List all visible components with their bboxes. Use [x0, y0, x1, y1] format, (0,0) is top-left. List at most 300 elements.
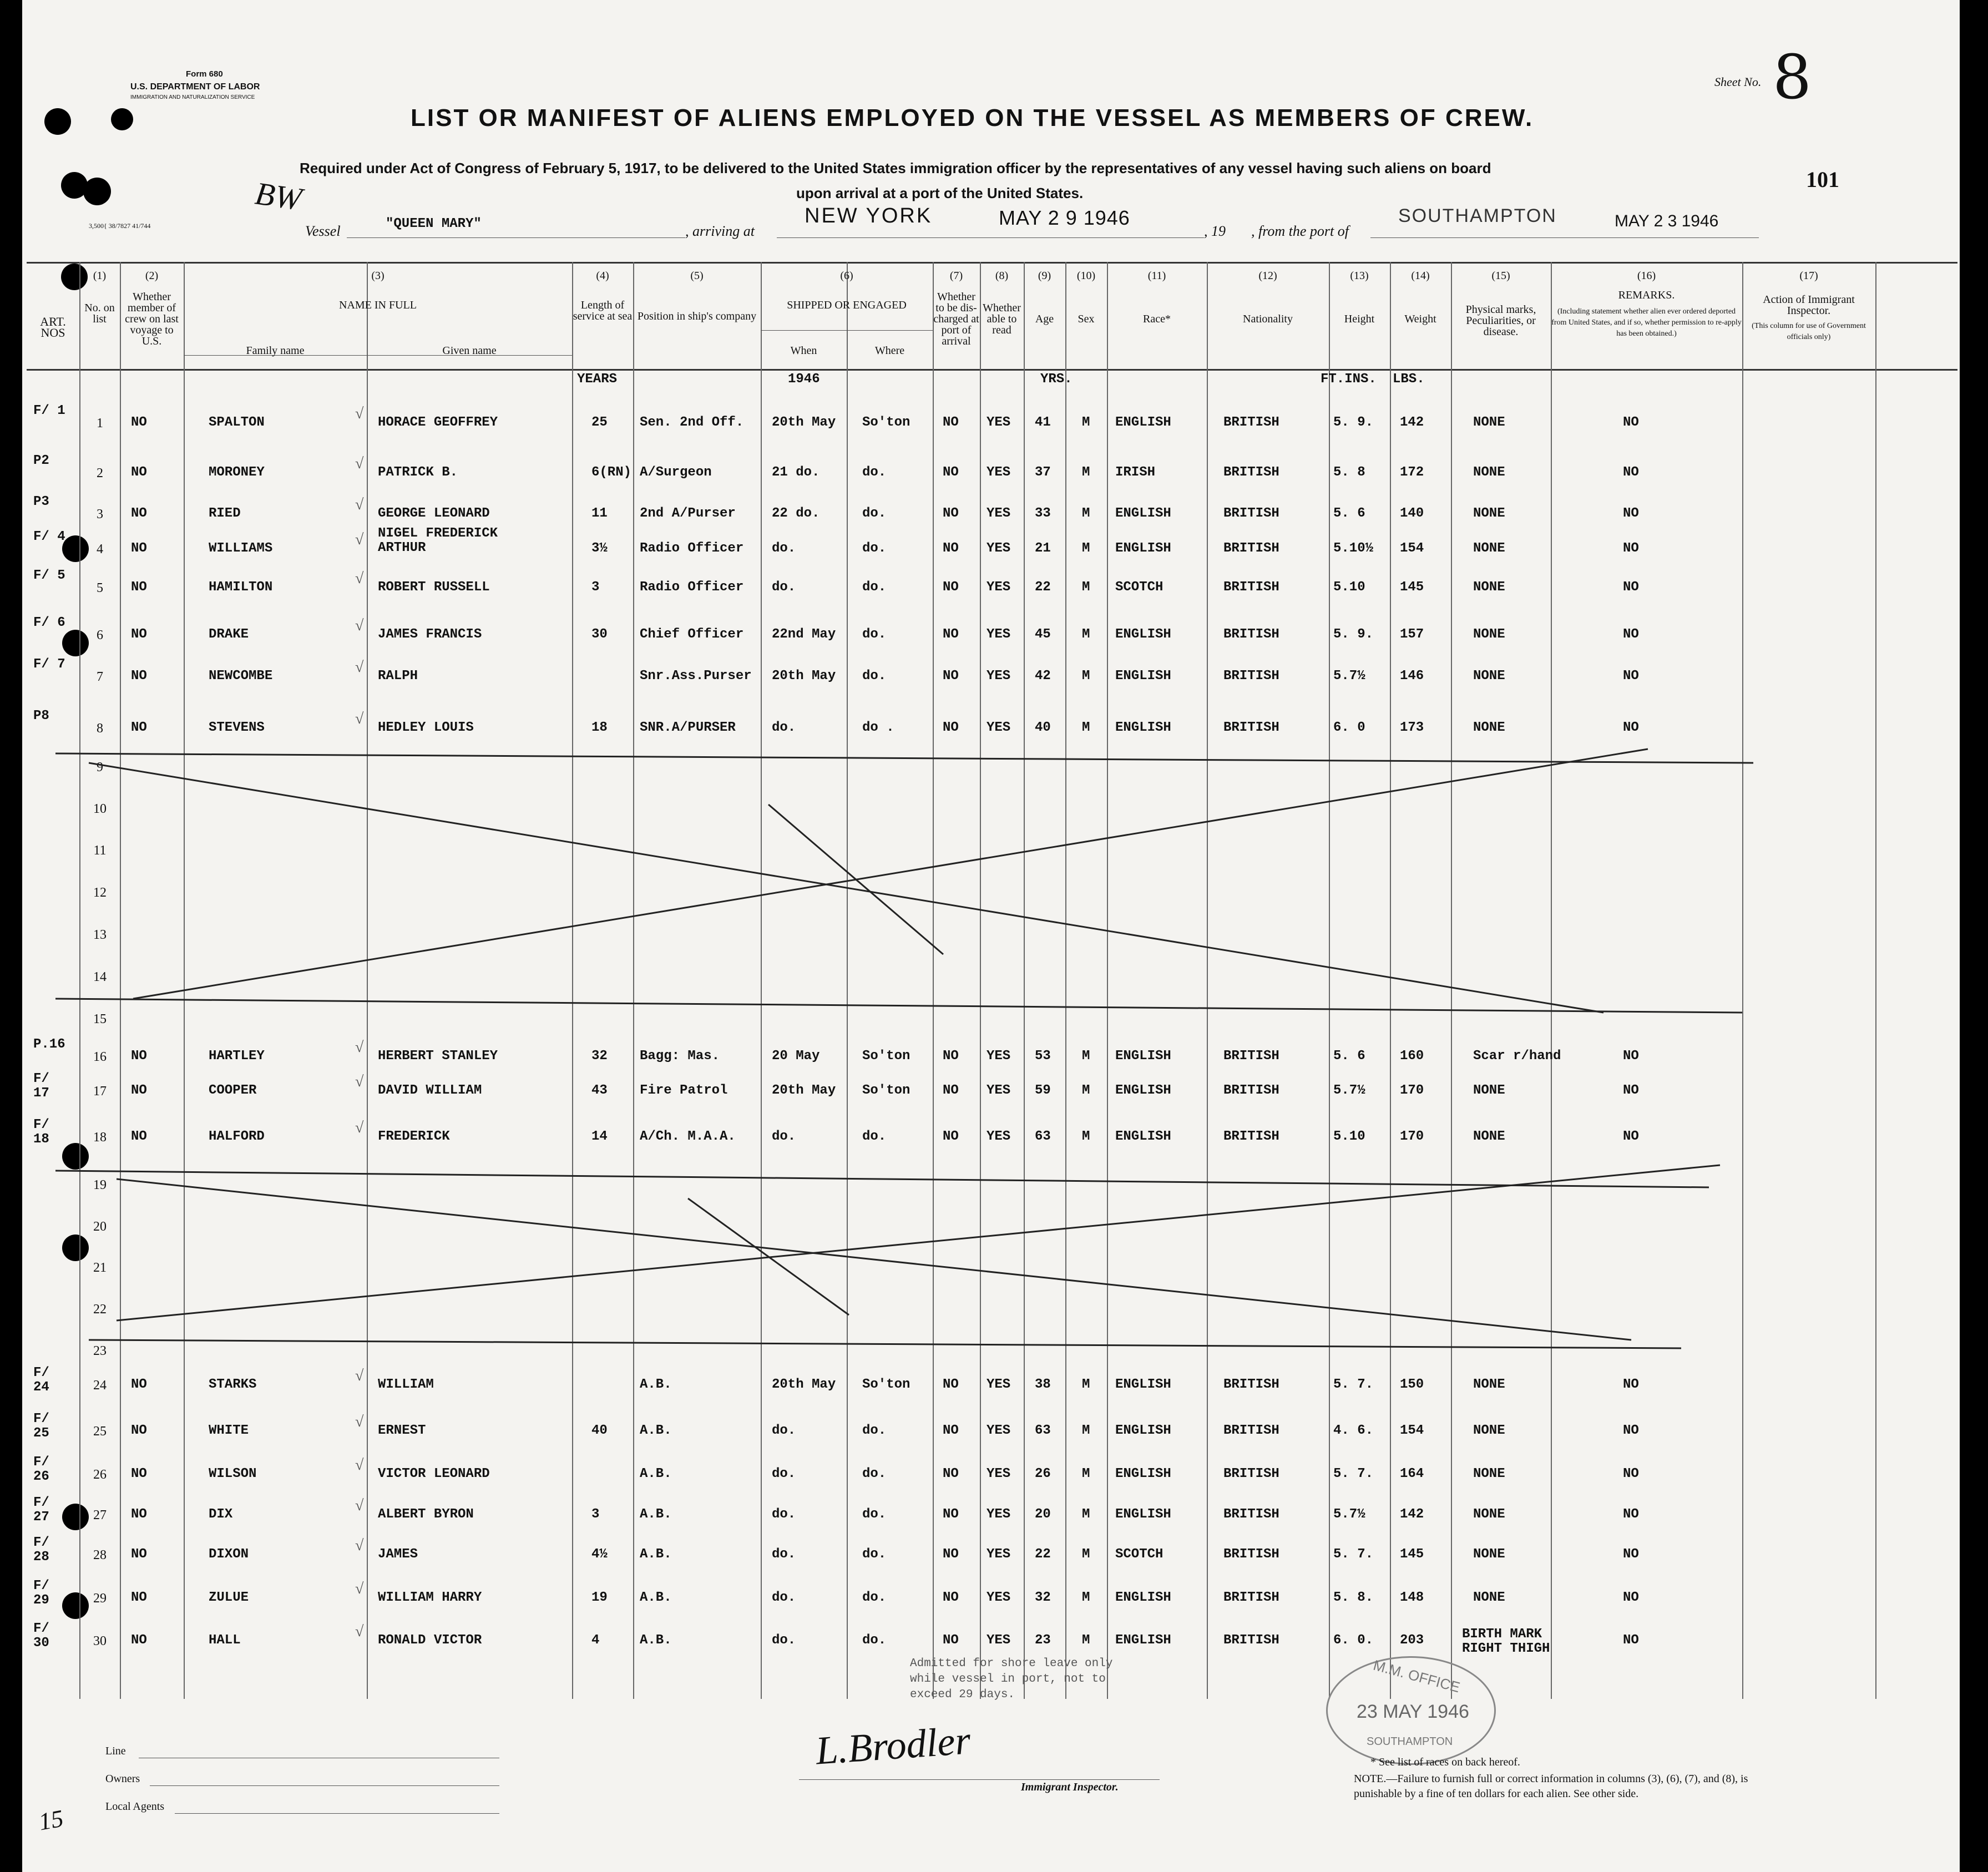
sheet-number: 8 — [1773, 42, 1812, 113]
cell-when: do. — [772, 1590, 796, 1605]
cell-nationality: BRITISH — [1223, 1423, 1279, 1438]
cell-read: YES — [987, 1049, 1011, 1064]
cell-given: JAMES — [378, 1547, 418, 1562]
cell-age: 42 — [1035, 669, 1051, 684]
cell-remarks: NO — [1623, 1507, 1639, 1522]
cell-sex: M — [1082, 415, 1090, 430]
cell-remarks: NO — [1623, 627, 1639, 642]
cell-given: FREDERICK — [378, 1129, 450, 1144]
header-c12: Nationality — [1243, 313, 1293, 325]
cell-age: 63 — [1035, 1129, 1051, 1144]
cell-weight: 203 — [1400, 1633, 1424, 1648]
cell-where: do. — [862, 580, 887, 595]
cell-when: 20th May — [772, 415, 836, 430]
cell-height: 5. 6 — [1333, 506, 1365, 521]
header-c9: Age — [1035, 313, 1054, 325]
row-number: 14 — [93, 970, 107, 984]
cell-height: 5.10 — [1333, 1129, 1365, 1144]
cell-discharged: NO — [943, 465, 959, 480]
cell-where: So'ton — [862, 1083, 910, 1098]
cell-crew: NO — [131, 1083, 147, 1098]
cell-discharged: NO — [943, 1466, 959, 1481]
cell-when: do. — [772, 1466, 796, 1481]
header-number-c16: (16) — [1637, 270, 1656, 282]
cell-family: NEWCOMBE — [209, 669, 273, 684]
cell-sex: M — [1082, 627, 1090, 642]
cell-marks: NONE — [1473, 1423, 1505, 1438]
cell-crew: NO — [131, 1633, 147, 1648]
cell-discharged: NO — [943, 1590, 959, 1605]
cell-sex: M — [1082, 1423, 1090, 1438]
cell-read: YES — [987, 1129, 1011, 1144]
cell-read: YES — [987, 720, 1011, 735]
cell-height: 5. 9. — [1333, 415, 1374, 430]
cell-weight: 140 — [1400, 506, 1424, 521]
shore-leave-line-1: Admitted for shore leave only — [910, 1657, 1113, 1670]
check-mark-icon: √ — [355, 710, 364, 727]
header-c14: Weight — [1404, 313, 1436, 325]
header-number-c14: (14) — [1411, 270, 1430, 282]
cell-nationality: BRITISH — [1223, 1547, 1279, 1562]
row-number: 12 — [93, 886, 107, 900]
cell-given: PATRICK B. — [378, 465, 458, 480]
cell-service: 18 — [591, 720, 608, 735]
header-c4: Length of service at sea — [573, 299, 633, 322]
cell-height: 5. 8 — [1333, 465, 1365, 480]
cell-race: ENGLISH — [1115, 506, 1171, 521]
cell-where: do. — [862, 1590, 887, 1605]
art-number: P2 — [33, 453, 49, 468]
row-number: 5 — [97, 581, 103, 595]
art-number: F/ 17 — [33, 1071, 49, 1101]
cell-age: 32 — [1035, 1590, 1051, 1605]
from-date: MAY 2 3 1946 — [1615, 212, 1719, 230]
cell-position: A.B. — [640, 1377, 672, 1392]
cell-service: 4½ — [591, 1547, 608, 1562]
cell-when: 20 May — [772, 1049, 820, 1064]
cell-remarks: NO — [1623, 1377, 1639, 1392]
check-mark-icon: √ — [355, 1623, 364, 1640]
cell-position: A/Ch. M.A.A. — [640, 1129, 736, 1144]
handwritten-initials: BW — [252, 175, 304, 217]
cell-nationality: BRITISH — [1223, 1466, 1279, 1481]
cell-crew: NO — [131, 1590, 147, 1605]
cell-given: WILLIAM HARRY — [378, 1590, 482, 1605]
cell-given: ERNEST — [378, 1423, 426, 1438]
check-mark-icon: √ — [355, 1073, 364, 1090]
cell-family: ZULUE — [209, 1590, 249, 1605]
cell-given: ALBERT BYRON — [378, 1507, 474, 1522]
cell-nationality: BRITISH — [1223, 1377, 1279, 1392]
cell-service: 40 — [591, 1423, 608, 1438]
cell-discharged: NO — [943, 669, 959, 684]
header-c6b: Where — [874, 345, 905, 357]
cell-where: do . — [862, 720, 894, 735]
cell-position: Radio Officer — [640, 580, 744, 595]
stamp-top-text: M.M. OFFICE — [1371, 1656, 1462, 1696]
check-mark-icon: √ — [355, 1039, 364, 1056]
cell-when: 20th May — [772, 1377, 836, 1392]
cell-service: 3 — [591, 1507, 600, 1522]
art-number: F/ 25 — [33, 1411, 49, 1441]
cell-discharged: NO — [943, 1377, 959, 1392]
header-number-c12: (12) — [1258, 270, 1277, 282]
cell-when: 20th May — [772, 1083, 836, 1098]
check-mark-icon: √ — [355, 496, 364, 513]
cell-nationality: BRITISH — [1223, 1049, 1279, 1064]
check-mark-icon: √ — [355, 659, 364, 676]
race-note: * See list of races on back hereof. — [1370, 1756, 1520, 1768]
cell-read: YES — [987, 1423, 1011, 1438]
check-mark-icon: √ — [355, 1367, 364, 1384]
art-number: F/ 24 — [33, 1365, 49, 1395]
agents-label: Local Agents — [105, 1800, 165, 1813]
cell-nationality: BRITISH — [1223, 1083, 1279, 1098]
cell-read: YES — [987, 580, 1011, 595]
row-number: 21 — [93, 1261, 107, 1275]
cell-family: HAMILTON — [209, 580, 273, 595]
cell-nationality: BRITISH — [1223, 1633, 1279, 1648]
row-number: 11 — [93, 843, 107, 858]
cell-marks: NONE — [1473, 1507, 1505, 1522]
cell-race: ENGLISH — [1115, 1466, 1171, 1481]
cell-read: YES — [987, 1590, 1011, 1605]
cell-discharged: NO — [943, 627, 959, 642]
cell-remarks: NO — [1623, 541, 1639, 556]
cell-race: ENGLISH — [1115, 1507, 1171, 1522]
cell-read: YES — [987, 1466, 1011, 1481]
cell-remarks: NO — [1623, 580, 1639, 595]
cell-sex: M — [1082, 720, 1090, 735]
page-title: LIST OR MANIFEST OF ALIENS EMPLOYED ON THE VESSEL AS MEMBERS OF CREW. — [411, 104, 1534, 131]
cell-crew: NO — [131, 669, 147, 684]
cell-age: 37 — [1035, 465, 1051, 480]
art-number: P8 — [33, 709, 49, 723]
cell-read: YES — [987, 506, 1011, 521]
check-mark-icon: √ — [355, 1119, 364, 1136]
cell-discharged: NO — [943, 1423, 959, 1438]
cell-service: 6(RN) — [591, 465, 632, 480]
cell-age: 22 — [1035, 1547, 1051, 1562]
row-number: 3 — [97, 507, 103, 522]
header-number-c11: (11) — [1147, 270, 1166, 282]
cell-age: 22 — [1035, 580, 1051, 595]
cell-service: 32 — [591, 1049, 608, 1064]
cell-height: 6. 0 — [1333, 720, 1365, 735]
header-c2: Whether member of crew on last voyage to U.S. — [125, 291, 179, 347]
cell-family: HARTLEY — [209, 1049, 265, 1064]
arriving-port: NEW YORK — [805, 204, 933, 227]
check-mark-icon: √ — [355, 405, 364, 422]
cell-marks: NONE — [1473, 1377, 1505, 1392]
cell-given: HERBERT STANLEY — [378, 1049, 498, 1064]
cell-position: A.B. — [640, 1423, 672, 1438]
cell-when: 22nd May — [772, 627, 836, 642]
cell-service: 3 — [591, 580, 600, 595]
cell-race: ENGLISH — [1115, 1590, 1171, 1605]
cell-discharged: NO — [943, 720, 959, 735]
cell-crew: NO — [131, 1049, 147, 1064]
header-c11: Race* — [1143, 313, 1171, 325]
check-mark-icon: √ — [355, 455, 364, 472]
art-number: F/ 27 — [33, 1495, 49, 1525]
subtitle-2: upon arrival at a port of the United States. — [796, 185, 1084, 201]
cell-height: 5.7½ — [1333, 1083, 1365, 1098]
cell-when: 22 do. — [772, 506, 820, 521]
cell-marks: NONE — [1473, 1129, 1505, 1144]
cell-when: do. — [772, 580, 796, 595]
cell-given: GEORGE LEONARD — [378, 506, 490, 521]
row-number: 8 — [97, 721, 103, 736]
signature-underline — [799, 1779, 1160, 1780]
cell-read: YES — [987, 465, 1011, 480]
cell-where: So'ton — [862, 1377, 910, 1392]
cell-sex: M — [1082, 1129, 1090, 1144]
header-c17: Action of Immigrant Inspector. — [1763, 294, 1855, 317]
check-mark-icon: √ — [355, 617, 364, 634]
cell-marks: Scar r/hand — [1473, 1049, 1561, 1064]
row-number: 10 — [93, 802, 107, 816]
art-number: P3 — [33, 494, 49, 509]
cell-where: do. — [862, 1466, 887, 1481]
cell-where: do. — [862, 506, 887, 521]
cell-position: A.B. — [640, 1466, 672, 1481]
cell-age: 20 — [1035, 1507, 1051, 1522]
unit-yrs: YRS. — [1040, 372, 1073, 387]
row-number: 23 — [93, 1344, 107, 1358]
cell-discharged: NO — [943, 1129, 959, 1144]
cell-discharged: NO — [943, 1547, 959, 1562]
cell-height: 5.10½ — [1333, 541, 1374, 556]
cell-nationality: BRITISH — [1223, 1507, 1279, 1522]
cell-given: JAMES FRANCIS — [378, 627, 482, 642]
cell-race: ENGLISH — [1115, 1083, 1171, 1098]
owners-label: Owners — [105, 1773, 140, 1785]
cell-service: 4 — [591, 1633, 600, 1648]
cell-nationality: BRITISH — [1223, 1590, 1279, 1605]
header-c5: Position in ship's company — [637, 310, 757, 322]
cell-family: WHITE — [209, 1423, 249, 1438]
fine-note-1: NOTE.—Failure to furnish full or correct information in columns (3), (6), (7), and (8), is — [1354, 1773, 1748, 1785]
stamp-date: 23 MAY 1946 — [1357, 1701, 1469, 1722]
row-number: 19 — [93, 1178, 107, 1192]
cell-crew: NO — [131, 1466, 147, 1481]
cell-weight: 142 — [1400, 1507, 1424, 1522]
cell-position: A.B. — [640, 1507, 672, 1522]
cell-crew: NO — [131, 1423, 147, 1438]
cell-remarks: NO — [1623, 1129, 1639, 1144]
cell-crew: NO — [131, 1507, 147, 1522]
cell-family: WILSON — [209, 1466, 257, 1481]
check-mark-icon: √ — [355, 1456, 364, 1474]
header-c13: Height — [1344, 313, 1375, 325]
cell-where: do. — [862, 541, 887, 556]
cell-family: HALFORD — [209, 1129, 265, 1144]
cell-when: do. — [772, 720, 796, 735]
cell-marks: NONE — [1473, 720, 1505, 735]
cell-marks: NONE — [1473, 1466, 1505, 1481]
cell-where: So'ton — [862, 1049, 910, 1064]
cell-remarks: NO — [1623, 506, 1639, 521]
line-label: Line — [105, 1745, 126, 1757]
cell-age: 38 — [1035, 1377, 1051, 1392]
cell-when: do. — [772, 1423, 796, 1438]
row-number: 15 — [93, 1012, 107, 1026]
cell-weight: 146 — [1400, 669, 1424, 684]
cell-race: ENGLISH — [1115, 627, 1171, 642]
cell-where: do. — [862, 465, 887, 480]
cell-service: 3½ — [591, 541, 608, 556]
cell-position: A.B. — [640, 1633, 672, 1648]
shore-leave-line-2: while vessel in port, not to — [910, 1673, 1106, 1686]
cell-age: 41 — [1035, 415, 1051, 430]
cell-family: HALL — [209, 1633, 241, 1648]
cell-given: DAVID WILLIAM — [378, 1083, 482, 1098]
cell-remarks: NO — [1623, 1590, 1639, 1605]
cell-given: NIGEL FREDERICK ARTHUR — [378, 526, 498, 555]
cell-age: 45 — [1035, 627, 1051, 642]
cell-sex: M — [1082, 580, 1090, 595]
cell-race: SCOTCH — [1115, 1547, 1164, 1562]
cell-height: 5. 7. — [1333, 1547, 1374, 1562]
cell-weight: 154 — [1400, 541, 1424, 556]
mm-office-stamp — [1326, 1656, 1496, 1765]
arriving-label: , arriving at — [685, 223, 755, 239]
cell-family: SPALTON — [209, 415, 265, 430]
cell-remarks: NO — [1623, 1547, 1639, 1562]
row-number: 2 — [97, 466, 103, 480]
row-number: 9 — [97, 760, 103, 775]
cell-race: ENGLISH — [1115, 1049, 1171, 1064]
cell-when: do. — [772, 1633, 796, 1648]
cell-crew: NO — [131, 1129, 147, 1144]
cell-crew: NO — [131, 720, 147, 735]
header-number-c8: (8) — [995, 270, 1009, 282]
cell-age: 40 — [1035, 720, 1051, 735]
arrival-date-stamp: MAY 2 9 1946 — [999, 206, 1130, 229]
cell-when: do. — [772, 541, 796, 556]
cell-position: Bagg: Mas. — [640, 1049, 720, 1064]
cell-sex: M — [1082, 1377, 1090, 1392]
cell-sex: M — [1082, 1507, 1090, 1522]
cell-race: ENGLISH — [1115, 1377, 1171, 1392]
cell-service: 30 — [591, 627, 608, 642]
cell-nationality: BRITISH — [1223, 465, 1279, 480]
cell-weight: 150 — [1400, 1377, 1424, 1392]
row-number: 28 — [93, 1548, 107, 1562]
cell-discharged: NO — [943, 541, 959, 556]
header-c15: Physical marks, Peculiarities, or disease. — [1465, 303, 1536, 338]
cell-service: 43 — [591, 1083, 608, 1098]
header-number-c15: (15) — [1491, 270, 1510, 282]
cell-height: 5.10 — [1333, 580, 1365, 595]
cancellation-strikes — [22, 0, 1960, 1872]
row-number: 7 — [97, 670, 103, 684]
cell-race: ENGLISH — [1115, 1129, 1171, 1144]
cell-discharged: NO — [943, 1083, 959, 1098]
unit-years: YEARS — [577, 372, 618, 387]
row-number: 4 — [97, 542, 103, 556]
cell-sex: M — [1082, 1049, 1090, 1064]
cell-race: SCOTCH — [1115, 580, 1164, 595]
cell-when: do. — [772, 1129, 796, 1144]
cell-where: do. — [862, 627, 887, 642]
cell-marks: NONE — [1473, 580, 1505, 595]
fine-note-2: punishable by a fine of ten dollars for each alien. See other side. — [1354, 1788, 1639, 1800]
cell-height: 5. 7. — [1333, 1466, 1374, 1481]
header-art: ART. NOS — [40, 315, 66, 340]
print-code: 3,500{ 38/7827 41/744 — [89, 222, 151, 230]
cell-marks: NONE — [1473, 541, 1505, 556]
cell-nationality: BRITISH — [1223, 627, 1279, 642]
cell-weight: 170 — [1400, 1083, 1424, 1098]
form-number: Form 680 — [186, 69, 223, 79]
cell-marks: NONE — [1473, 1590, 1505, 1605]
cell-sex: M — [1082, 1466, 1090, 1481]
cell-crew: NO — [131, 541, 147, 556]
cell-position: A/Surgeon — [640, 465, 712, 480]
check-mark-icon: √ — [355, 1580, 364, 1597]
cell-remarks: NO — [1623, 1049, 1639, 1064]
header-c1: No. on list — [84, 302, 115, 325]
header-number-c2: (2) — [145, 270, 159, 282]
department: U.S. DEPARTMENT OF LABOR — [130, 82, 260, 92]
cell-discharged: NO — [943, 580, 959, 595]
cell-weight: 154 — [1400, 1423, 1424, 1438]
cell-read: YES — [987, 1547, 1011, 1562]
shore-leave-stamp — [910, 1656, 1112, 1703]
row-number: 30 — [93, 1634, 107, 1648]
cell-family: WILLIAMS — [209, 541, 273, 556]
cell-discharged: NO — [943, 506, 959, 521]
art-number: F/ 26 — [33, 1455, 49, 1484]
cell-nationality: BRITISH — [1223, 506, 1279, 521]
cell-remarks: NO — [1623, 1423, 1639, 1438]
row-number: 20 — [93, 1220, 107, 1234]
cell-height: 5. 8. — [1333, 1590, 1374, 1605]
cell-crew: NO — [131, 465, 147, 480]
from-port: SOUTHAMPTON — [1398, 205, 1557, 226]
page-number: 101 — [1806, 167, 1839, 192]
cell-read: YES — [987, 627, 1011, 642]
cell-age: 33 — [1035, 506, 1051, 521]
cell-family: DRAKE — [209, 627, 249, 642]
cell-sex: M — [1082, 1083, 1090, 1098]
cell-weight: 160 — [1400, 1049, 1424, 1064]
art-number: F/ 6 — [33, 615, 65, 630]
cell-position: Radio Officer — [640, 541, 744, 556]
cell-height: 5.7½ — [1333, 1507, 1365, 1522]
cell-given: HEDLEY LOUIS — [378, 720, 474, 735]
cell-sex: M — [1082, 506, 1090, 521]
cell-position: A.B. — [640, 1590, 672, 1605]
cell-position: Sen. 2nd Off. — [640, 415, 744, 430]
cell-discharged: NO — [943, 1633, 959, 1648]
cell-sex: M — [1082, 669, 1090, 684]
cell-crew: NO — [131, 415, 147, 430]
cell-marks: NONE — [1473, 506, 1505, 521]
header-number-c5: (5) — [690, 270, 704, 282]
cell-read: YES — [987, 1083, 1011, 1098]
art-number: P.16 — [33, 1037, 65, 1052]
cell-crew: NO — [131, 1547, 147, 1562]
cell-crew: NO — [131, 506, 147, 521]
header-c10: Sex — [1078, 313, 1095, 325]
cell-race: ENGLISH — [1115, 1633, 1171, 1648]
cell-marks: NONE — [1473, 1083, 1505, 1098]
header-c17_note: (This column for use of Government officials only) — [1752, 322, 1866, 341]
cell-given: VICTOR LEONARD — [378, 1466, 490, 1481]
